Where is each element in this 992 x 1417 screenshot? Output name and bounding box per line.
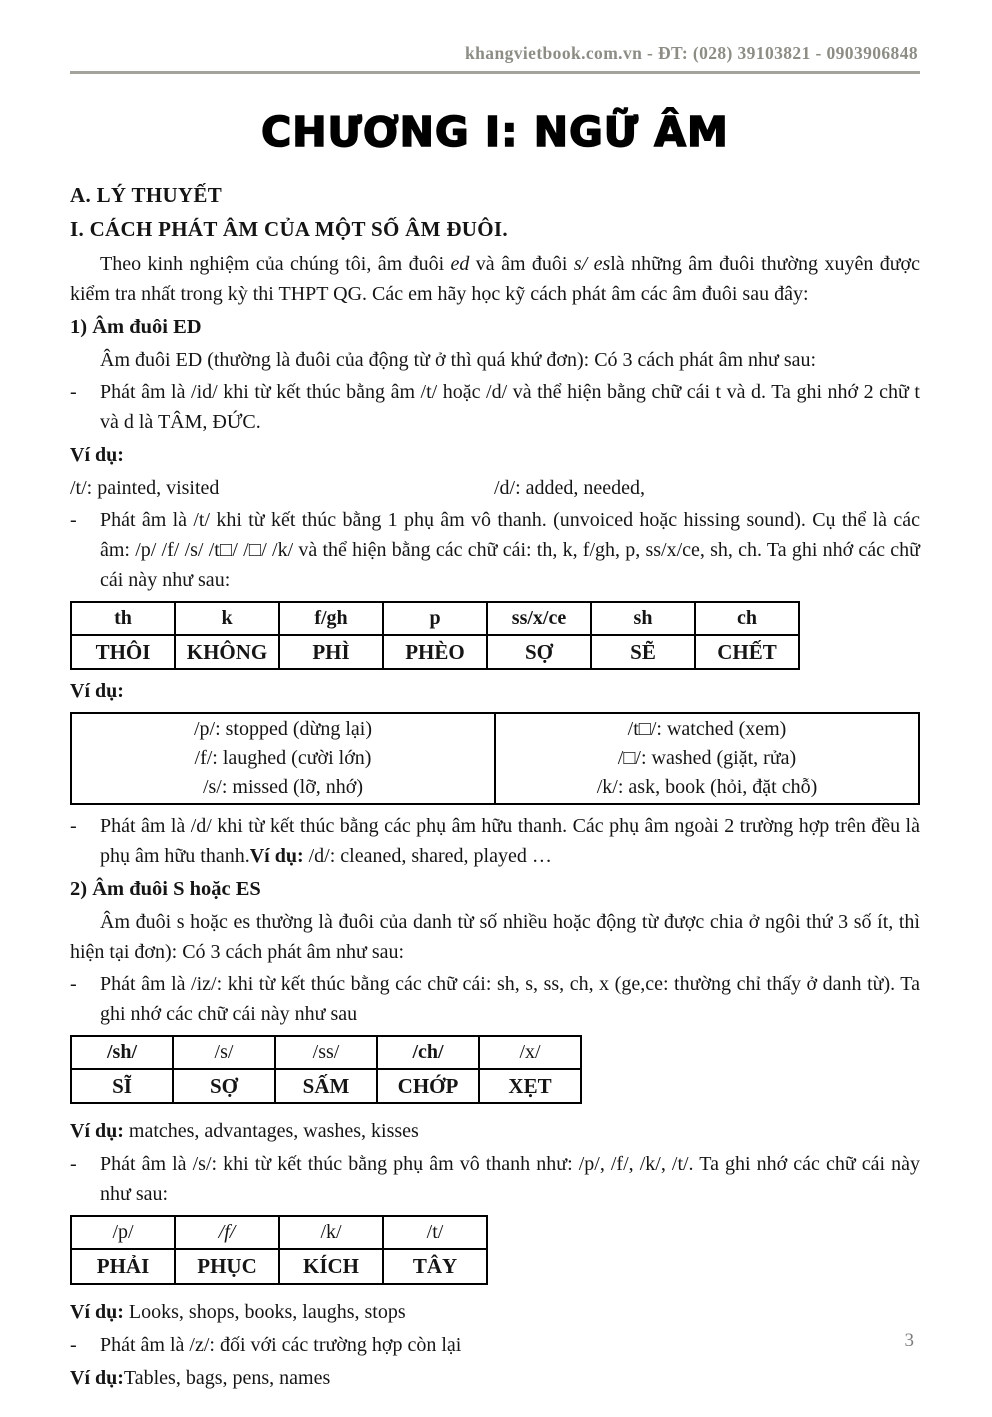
table-value-cell: SỢ — [487, 635, 591, 669]
table-value-cell: XẸT — [479, 1069, 581, 1103]
table-header-cell: /ch/ — [377, 1036, 479, 1069]
ed-id-vidu-label-line — [70, 440, 920, 470]
examples-right-cell — [495, 713, 919, 804]
example-line: /□/: washed (giặt, rửa) — [617, 746, 797, 769]
example-t: /t/: painted, visited — [70, 476, 220, 499]
iz-letters-table — [70, 1035, 582, 1104]
iz-examples-text: matches, advantages, washes, kisses — [123, 1120, 419, 1143]
bullet-item-d-seg1: Phát âm là /d/ khi từ kết thúc bằng các phụ âm hữu thanh. Các phụ âm ngoài 2 trường hợp trên đều là phụ âm hữu thanh. — [100, 814, 920, 867]
intro-text-2: và âm đuôi — [469, 252, 574, 275]
chapter-title: CHƯƠNG I: NGỮ ÂM — [261, 108, 729, 157]
vidu-label: Ví dụ: — [70, 1300, 124, 1323]
table-value-cell: SĨ — [71, 1069, 173, 1103]
table-header-cell: ch — [695, 602, 799, 635]
table-header-row — [71, 1036, 581, 1069]
intro-italic-ed: ed — [450, 252, 470, 275]
table-header-cell: th — [71, 602, 175, 635]
section-heading-i: I. CÁCH PHÁT ÂM CỦA MỘT SỐ ÂM ĐUÔI. — [70, 217, 508, 242]
bullet-item-iz-text: Phát âm là /iz/: khi từ kết thúc bằng các chữ cái: sh, s, ss, ch, x (ge,ce: thường chỉ thấy ở danh từ). Ta ghi nhớ các chữ cái này như sau — [100, 972, 920, 1025]
bullet-marker: - — [70, 972, 77, 995]
example-line: /t□/: watched (xem) — [627, 717, 787, 740]
table-value-row — [71, 635, 799, 669]
table-header-cell: k — [175, 602, 279, 635]
example-line: /f/: laughed (cười lớn) — [194, 746, 372, 769]
bullet-item-d-seg2: /d/: cleaned, shared, played … — [303, 844, 552, 867]
vidu-label: Ví dụ: — [70, 1366, 124, 1389]
z-examples-text: Tables, bags, pens, names — [123, 1366, 331, 1389]
table-value-row — [71, 1069, 581, 1103]
bullet-item-d-text — [100, 811, 920, 871]
table-value-cell: PHÌ — [279, 635, 383, 669]
ed-t-letters-table — [70, 601, 800, 670]
bullet-item-id — [70, 377, 920, 437]
bullet-item-t — [70, 505, 920, 595]
table-value-cell: SẼ — [591, 635, 695, 669]
table-value-cell: KHÔNG — [175, 635, 279, 669]
s-examples-line — [70, 1297, 920, 1327]
table-header-row — [71, 602, 799, 635]
table-value-cell: SỢ — [173, 1069, 275, 1103]
examples-left-cell — [71, 713, 495, 804]
header-divider — [70, 71, 920, 74]
subsection-heading-s-es: 2) Âm đuôi S hoặc ES — [70, 877, 261, 900]
subsection-heading-ed: 1) Âm đuôi ED — [70, 315, 202, 338]
table-header-cell: /t/ — [383, 1216, 487, 1249]
bullet-item-z — [70, 1330, 920, 1360]
table-header-cell: /x/ — [479, 1036, 581, 1069]
ses-description: Âm đuôi s hoặc es thường là đuôi của danh từ số nhiều hoặc động từ được chia ở ngôi thứ 3 số ít, thì hiện tại đơn): Có 3 cách phát âm như sau: — [70, 910, 920, 963]
table-header-row — [71, 1216, 487, 1249]
s-examples-text: Looks, shops, books, laughs, stops — [123, 1300, 406, 1323]
page-number: 3 — [904, 1329, 914, 1351]
table-value-cell: KÍCH — [279, 1249, 383, 1283]
table-header-cell: /s/ — [173, 1036, 275, 1069]
table-header-cell: sh — [591, 602, 695, 635]
table-value-cell: TÂY — [383, 1249, 487, 1283]
table-header-cell: /ss/ — [275, 1036, 377, 1069]
ed-description: Âm đuôi ED (thường là đuôi của động từ ở thì quá khứ đơn): Có 3 cách phát âm như sau: — [100, 348, 817, 371]
section-heading-a: A. LÝ THUYẾT — [70, 182, 222, 207]
table-value-cell: CHỚP — [377, 1069, 479, 1103]
vidu-label: Ví dụ: — [249, 844, 304, 867]
bullet-item-iz — [70, 969, 920, 1029]
vidu-label: Ví dụ: — [70, 1120, 124, 1143]
table-value-cell: PHẢI — [71, 1249, 175, 1283]
iz-examples-line — [70, 1116, 920, 1146]
ed-t-vidu-label-line — [70, 676, 920, 706]
bullet-marker: - — [70, 1153, 77, 1176]
bullet-item-d — [70, 811, 920, 871]
table-header-cell: ss/x/ce — [487, 602, 591, 635]
table-header-cell: /p/ — [71, 1216, 175, 1249]
table-header-cell: /k/ — [279, 1216, 383, 1249]
example-d: /d/: added, needed, — [494, 476, 646, 499]
table-value-cell: PHỤC — [175, 1249, 279, 1283]
table-value-cell: SẤM — [275, 1069, 377, 1103]
bullet-marker: - — [70, 1333, 77, 1356]
bullet-item-s — [70, 1149, 920, 1209]
table-value-cell: CHẾT — [695, 635, 799, 669]
table-header-cell: p — [383, 602, 487, 635]
site-header-text: khangvietbook.com.vn - ĐT: (028) 39103821 - 0903906848 — [465, 43, 918, 63]
table-header-cell: /f/ — [175, 1216, 279, 1249]
z-examples-line — [70, 1363, 920, 1393]
table-header-cell: /sh/ — [71, 1036, 173, 1069]
bullet-item-id-text: Phát âm là /id/ khi từ kết thúc bằng âm /t/ hoặc /d/ và thể hiện bằng chữ cái t và d. Ta ghi nhớ 2 chữ t và d là TÂM, ĐỨC. — [100, 380, 920, 433]
s-letters-table — [70, 1215, 488, 1284]
bullet-marker: - — [70, 380, 77, 403]
example-line: /p/: stopped (dừng lại) — [193, 717, 373, 740]
intro-paragraph — [70, 249, 920, 309]
vidu-label: Ví dụ: — [70, 679, 124, 702]
ed-t-examples-table — [70, 712, 920, 805]
ed-id-examples-line — [70, 473, 920, 503]
intro-italic-s-es: s/ es — [573, 252, 611, 275]
table-header-cell: f/gh — [279, 602, 383, 635]
intro-text-1: Theo kinh nghiệm của chúng tôi, âm đuôi — [100, 252, 451, 275]
bullet-marker: - — [70, 814, 77, 837]
example-line: /s/: missed (lỡ, nhớ) — [202, 775, 364, 798]
table-value-row — [71, 1249, 487, 1283]
table-value-cell: THÔI — [71, 635, 175, 669]
example-line: /k/: ask, book (hỏi, đặt chỗ) — [596, 775, 818, 798]
table-value-cell: PHÈO — [383, 635, 487, 669]
table-row — [71, 713, 919, 804]
bullet-item-t-text: Phát âm là /t/ khi từ kết thúc bằng 1 phụ âm vô thanh. (unvoiced hoặc hissing sound). Cụ thể là các âm: /p/ /f/ /s/ /t□/ /□/ /k/ và thể hiện bằng các chữ cái: th, k, f/gh, p, ss/x/ce, sh, ch. Ta ghi nhớ các chữ cái này như sau: — [100, 508, 920, 591]
bullet-marker: - — [70, 508, 77, 531]
bullet-item-z-text: Phát âm là /z/: đối với các trường hợp còn lại — [100, 1333, 462, 1356]
intro-text-3: là những âm đuôi thường xuyên được kiểm tra nhất trong kỳ thi THPT QG. Các em hãy học kỹ cách phát âm các âm đuôi sau đây: — [70, 252, 921, 305]
bullet-item-s-text: Phát âm là /s/: khi từ kết thúc bằng phụ âm vô thanh như: /p/, /f/, /k/, /t/. Ta ghi nhớ các chữ cái này như sau: — [100, 1153, 920, 1206]
vidu-label: Ví dụ: — [70, 443, 124, 466]
